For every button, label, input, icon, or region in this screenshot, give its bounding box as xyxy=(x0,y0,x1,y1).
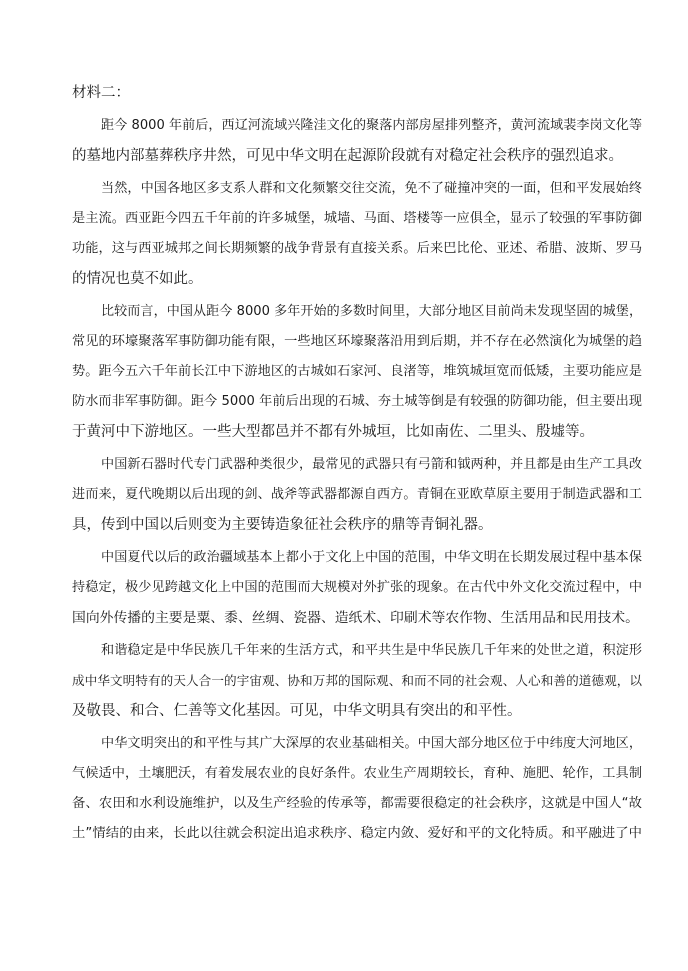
paragraph-line: 的墓地内部墓葬秩序井然，可见中华文明在起源阶段就有对稳定社会秩序的强烈追求。 xyxy=(72,148,623,164)
material-heading: 材料二： xyxy=(72,85,130,101)
paragraph-line: 成中华文明特有的天人合一的宇宙观、协和万邦的国际观、和而不同的社会观、人心和善的道德观，以 xyxy=(72,673,642,688)
paragraph-line: 势。距今五六千年前长江中下游地区的古城如石家河、良渚等，堆筑城垣宽而低矮，主要功能应是 xyxy=(72,364,642,379)
paragraph-line: 距今 8000 年前后，西辽河流域兴隆洼文化的聚落内部房屋排列整齐，黄河流域裴李岗文化等 xyxy=(101,118,642,133)
paragraph xyxy=(72,636,642,726)
paragraph-line: 是主流。西亚距今四五千年前的许多城堡，城墙、马面、塔楼等一应俱全，显示了较强的军事防御 xyxy=(72,211,642,226)
paragraph-line: 当然，中国各地区多支系人群和文化频繁交往交流，免不了碰撞冲突的一面，但和平发展始终 xyxy=(101,181,642,196)
paragraph-line: 土”情结的由来，长此以往就会积淀出追求秩序、稳定内敛、爱好和平的文化特质。和平融进了中 xyxy=(72,826,642,841)
paragraph xyxy=(72,729,642,849)
paragraph xyxy=(72,174,642,294)
paragraph-line: 常见的环壕聚落军事防御功能有限，一些地区环壕聚落沿用到后期，并不存在必然演化为城堡的趋 xyxy=(72,334,642,349)
paragraph xyxy=(72,111,642,171)
paragraph xyxy=(72,543,642,633)
paragraph-line: 功能，这与西亚城邦之间长期频繁的战争背景有直接关系。后来巴比伦、亚述、希腊、波斯、罗马 xyxy=(72,241,642,256)
paragraph-line: 国向外传播的主要是粟、黍、丝绸、瓷器、造纸术、印刷术等农作物、生活用品和民用技术。 xyxy=(72,610,639,626)
paragraph-line: 中国新石器时代专门武器种类很少，最常见的武器只有弓箭和钺两种，并且都是由生产工具改 xyxy=(101,457,642,472)
paragraph-line: 及敬畏、和合、仁善等文化基因。可见，中华文明具有突出的和平性。 xyxy=(72,703,522,719)
paragraph-list xyxy=(72,111,642,849)
paragraph-line: 备、农田和水利设施维护，以及生产经验的传承等，都需要很稳定的社会秩序，这就是中国人“故 xyxy=(72,796,642,811)
paragraph-line: 于黄河中下游地区。一些大型都邑并不都有外城垣，比如南佐、二里头、殷墟等。 xyxy=(72,424,594,440)
paragraph xyxy=(72,297,642,447)
paragraph-line: 持稳定，极少见跨越文化上中国的范围而大规模对外扩张的现象。在古代中外文化交流过程中，中 xyxy=(72,580,642,595)
paragraph-line: 气候适中，土壤肥沃，有着发展农业的良好条件。农业生产周期较长，育种、施肥、轮作，工具制 xyxy=(72,766,642,781)
paragraph xyxy=(72,450,642,540)
paragraph-line: 比较而言，中国从距今 8000 多年开始的多数时间里，大部分地区目前尚未发现坚固的城堡， xyxy=(101,304,642,319)
paragraph-line: 和谐稳定是中华民族几千年来的生活方式，和平共生是中华民族几千年来的处世之道，积淀形 xyxy=(101,643,642,658)
paragraph-line: 防水而非军事防御。距今 5000 年前后出现的石城、夯土城等倒是有较强的防御功能，但主要出现 xyxy=(72,394,642,409)
paragraph-line: 具，传到中国以后则变为主要铸造象征社会秩序的鼎等青铜礼器。 xyxy=(72,517,493,533)
paragraph-line: 的情况也莫不如此。 xyxy=(72,271,203,287)
paragraph-line: 中国夏代以后的政治疆域基本上都小于文化上中国的范围，中华文明在长期发展过程中基本保 xyxy=(101,550,642,565)
paragraph-line: 进而来，夏代晚期以后出现的剑、战斧等武器都源自西方。青铜在亚欧草原主要用于制造武器和工 xyxy=(72,487,642,502)
document-body xyxy=(72,78,642,852)
paragraph-line: 中华文明突出的和平性与其广大深厚的农业基础相关。中国大部分地区位于中纬度大河地区， xyxy=(101,736,642,751)
